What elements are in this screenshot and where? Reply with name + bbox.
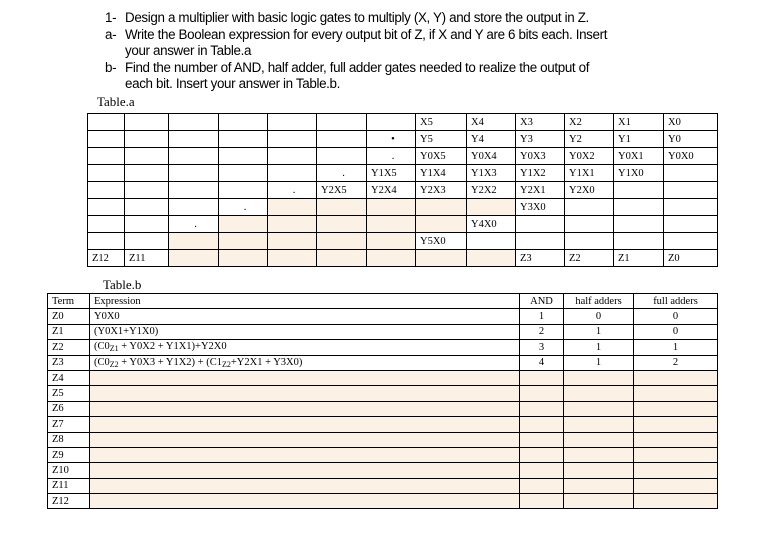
item-number: 1- — [105, 10, 117, 25]
table-cell[interactable] — [169, 131, 219, 148]
table-cell[interactable]: Z1 — [614, 250, 664, 267]
and-cell[interactable] — [520, 478, 564, 493]
table-a — [87, 113, 718, 267]
table-cell[interactable] — [664, 233, 718, 250]
table-cell[interactable]: Y2X2 — [467, 182, 516, 199]
table-row — [48, 478, 718, 493]
table-cell[interactable]: Y0X5 — [416, 148, 467, 165]
table-row — [88, 199, 718, 216]
term-cell: Z6 — [48, 401, 90, 416]
term-cell: Z8 — [48, 432, 90, 447]
table-row — [48, 463, 718, 478]
full-cell[interactable]: 0 — [634, 324, 718, 339]
full-cell[interactable]: 0 — [634, 309, 718, 324]
table-cell[interactable] — [268, 250, 317, 267]
header-row — [48, 294, 718, 309]
table-cell[interactable] — [367, 233, 416, 250]
full-cell[interactable] — [634, 494, 718, 509]
table-cell[interactable] — [467, 250, 516, 267]
and-cell[interactable] — [520, 432, 564, 447]
table-cell[interactable] — [317, 114, 367, 131]
table-cell[interactable] — [219, 182, 268, 199]
expression-cell[interactable] — [90, 417, 520, 432]
table-row — [88, 250, 718, 267]
table-cell[interactable] — [268, 148, 317, 165]
table-row — [48, 386, 718, 401]
table-cell[interactable] — [125, 165, 169, 182]
table-b — [47, 293, 718, 509]
table-cell[interactable] — [219, 250, 268, 267]
half-cell[interactable] — [564, 432, 634, 447]
half-cell[interactable] — [564, 401, 634, 416]
table-cell[interactable]: Y4X0 — [467, 216, 516, 233]
expression-part: + Y0X3 + Y1X2) + (C1 — [118, 356, 222, 368]
table-row — [48, 401, 718, 416]
table-cell[interactable] — [268, 216, 317, 233]
table-cell[interactable] — [367, 114, 416, 131]
term-cell: Z4 — [48, 370, 90, 385]
full-cell[interactable] — [634, 432, 718, 447]
table-row — [48, 417, 718, 432]
table-cell[interactable] — [169, 148, 219, 165]
table-cell[interactable]: Y3X0 — [516, 199, 565, 216]
table-cell[interactable] — [169, 233, 219, 250]
item-text: Find the number of AND, half adder, full adder gates needed to realize the output of — [125, 60, 590, 75]
table-cell[interactable] — [88, 233, 125, 250]
table-cell[interactable] — [614, 216, 664, 233]
table-row — [88, 165, 718, 182]
table-cell[interactable] — [125, 148, 169, 165]
table-row — [48, 309, 718, 324]
full-cell[interactable]: 1 — [634, 340, 718, 355]
table-cell[interactable]: Y2X5 — [317, 182, 367, 199]
and-cell[interactable]: 3 — [520, 340, 564, 355]
subscript: Z1 — [109, 344, 119, 354]
table-cell[interactable] — [664, 165, 718, 182]
half-cell[interactable]: 1 — [564, 324, 634, 339]
full-cell[interactable] — [634, 386, 718, 401]
expression-cell[interactable] — [90, 432, 520, 447]
table-cell[interactable] — [169, 114, 219, 131]
table-row — [48, 370, 718, 385]
table-cell[interactable]: Y1X5 — [367, 165, 416, 182]
table-b-caption: Table.b — [103, 277, 142, 292]
table-row — [48, 494, 718, 509]
table-cell[interactable]: Y0X4 — [467, 148, 516, 165]
table-cell[interactable]: Y0X1 — [614, 148, 664, 165]
table-cell[interactable] — [664, 199, 718, 216]
term-cell: Z0 — [48, 309, 90, 324]
table-cell[interactable]: . — [317, 165, 367, 182]
table-cell[interactable] — [317, 199, 367, 216]
term-cell: Z1 — [48, 324, 90, 339]
table-cell[interactable] — [268, 165, 317, 182]
expression-cell[interactable] — [90, 447, 520, 462]
table-cell[interactable]: Y2X1 — [516, 182, 565, 199]
question-line — [105, 43, 251, 59]
full-cell[interactable] — [634, 370, 718, 385]
question-line — [105, 60, 589, 76]
table-cell[interactable] — [125, 199, 169, 216]
half-cell[interactable] — [564, 494, 634, 509]
table-cell[interactable]: Y1X4 — [416, 165, 467, 182]
half-cell[interactable]: 1 — [564, 340, 634, 355]
table-cell[interactable]: Y2X4 — [367, 182, 416, 199]
table-row — [88, 114, 718, 131]
table-cell[interactable]: X4 — [467, 114, 516, 131]
table-cell[interactable] — [169, 199, 219, 216]
table-cell[interactable]: Y0X3 — [516, 148, 565, 165]
expression-cell[interactable]: (Y0X1+Y1X0) — [90, 324, 520, 339]
table-cell[interactable]: Y1 — [614, 131, 664, 148]
table-row — [48, 340, 718, 355]
table-cell[interactable] — [317, 216, 367, 233]
table-cell[interactable] — [367, 250, 416, 267]
question-line — [105, 10, 589, 26]
and-cell[interactable]: 1 — [520, 309, 564, 324]
table-cell[interactable] — [169, 182, 219, 199]
item-number: b- — [105, 60, 117, 75]
half-cell[interactable] — [564, 463, 634, 478]
table-cell[interactable] — [219, 114, 268, 131]
table-cell[interactable] — [219, 216, 268, 233]
table-cell[interactable] — [416, 199, 467, 216]
table-cell[interactable] — [367, 199, 416, 216]
table-cell[interactable] — [565, 199, 614, 216]
table-cell[interactable] — [169, 165, 219, 182]
table-cell[interactable]: . — [367, 148, 416, 165]
table-cell[interactable] — [614, 199, 664, 216]
table-cell[interactable]: Y3 — [516, 131, 565, 148]
table-cell[interactable]: X5 — [416, 114, 467, 131]
table-a-caption: Table.a — [97, 94, 135, 109]
column-header: AND — [520, 294, 564, 309]
table-cell[interactable] — [416, 250, 467, 267]
table-cell[interactable] — [516, 216, 565, 233]
expression-cell[interactable] — [90, 355, 520, 370]
column-header: Expression — [90, 294, 520, 309]
and-cell[interactable]: 2 — [520, 324, 564, 339]
term-cell: Z2 — [48, 340, 90, 355]
table-cell[interactable] — [125, 216, 169, 233]
table-row — [88, 233, 718, 250]
table-cell[interactable] — [268, 114, 317, 131]
table-cell[interactable]: Y2 — [565, 131, 614, 148]
term-cell: Z9 — [48, 447, 90, 462]
table-cell[interactable]: Y1X1 — [565, 165, 614, 182]
table-cell[interactable] — [219, 165, 268, 182]
table-cell[interactable] — [317, 148, 367, 165]
question-line — [105, 27, 607, 43]
full-cell[interactable] — [634, 463, 718, 478]
table-cell[interactable] — [125, 182, 169, 199]
table-cell[interactable] — [614, 182, 664, 199]
item-text: Write the Boolean expression for every output bit of Z, if X and Y are 6 bits each. Insert — [125, 27, 608, 42]
table-cell[interactable] — [416, 216, 467, 233]
and-cell[interactable] — [520, 386, 564, 401]
table-cell[interactable]: Y4 — [467, 131, 516, 148]
and-cell[interactable] — [520, 401, 564, 416]
table-cell[interactable] — [88, 182, 125, 199]
table-cell[interactable] — [268, 131, 317, 148]
table-cell[interactable]: . — [219, 199, 268, 216]
column-header: full adders — [634, 294, 718, 309]
table-cell[interactable]: Z0 — [664, 250, 718, 267]
expression-cell[interactable] — [90, 340, 520, 355]
table-cell[interactable]: Y1X3 — [467, 165, 516, 182]
table-cell[interactable] — [664, 182, 718, 199]
table-cell[interactable] — [88, 114, 125, 131]
table-cell[interactable] — [467, 199, 516, 216]
table-row — [88, 131, 718, 148]
full-cell[interactable] — [634, 417, 718, 432]
term-cell: Z11 — [48, 478, 90, 493]
table-cell[interactable] — [268, 199, 317, 216]
term-cell: Z12 — [48, 494, 90, 509]
table-cell[interactable] — [219, 233, 268, 250]
column-header: half adders — [564, 294, 634, 309]
table-cell[interactable] — [219, 148, 268, 165]
table-row — [88, 182, 718, 199]
table-cell[interactable]: Y1X2 — [516, 165, 565, 182]
half-cell[interactable] — [564, 417, 634, 432]
table-cell[interactable]: . — [268, 182, 317, 199]
term-cell: Z7 — [48, 417, 90, 432]
expression-cell[interactable]: Y0X0 — [90, 309, 520, 324]
and-cell[interactable] — [520, 494, 564, 509]
expression-cell[interactable] — [90, 401, 520, 416]
half-cell[interactable] — [564, 370, 634, 385]
table-cell[interactable] — [125, 131, 169, 148]
table-cell[interactable]: • — [367, 131, 416, 148]
table-row — [48, 447, 718, 462]
expression-part: (C0 — [94, 341, 110, 353]
question-line — [105, 76, 340, 92]
table-cell[interactable]: Y0X0 — [664, 148, 718, 165]
expression-cell[interactable] — [90, 370, 520, 385]
table-cell[interactable]: Y0X2 — [565, 148, 614, 165]
and-cell[interactable] — [520, 417, 564, 432]
table-cell[interactable]: Z11 — [125, 250, 169, 267]
table-cell[interactable] — [88, 148, 125, 165]
table-cell[interactable]: Z3 — [516, 250, 565, 267]
item-number: a- — [105, 27, 117, 42]
table-cell[interactable]: X3 — [516, 114, 565, 131]
table-row — [48, 324, 718, 339]
table-cell[interactable] — [614, 233, 664, 250]
table-cell[interactable]: Y2X0 — [565, 182, 614, 199]
table-cell[interactable] — [88, 216, 125, 233]
table-cell[interactable]: Y2X3 — [416, 182, 467, 199]
table-cell[interactable] — [664, 216, 718, 233]
table-row — [88, 216, 718, 233]
full-cell[interactable] — [634, 401, 718, 416]
subscript: Z2 — [221, 359, 231, 369]
full-cell[interactable] — [634, 447, 718, 462]
table-cell[interactable]: Z2 — [565, 250, 614, 267]
table-cell[interactable]: X2 — [565, 114, 614, 131]
table-cell[interactable] — [268, 233, 317, 250]
expression-part: +Y2X1 + Y3X0) — [230, 356, 303, 368]
half-cell[interactable]: 1 — [564, 355, 634, 370]
expression-cell[interactable] — [90, 478, 520, 493]
table-cell[interactable] — [467, 233, 516, 250]
table-cell[interactable] — [169, 250, 219, 267]
half-cell[interactable] — [564, 386, 634, 401]
table-cell[interactable] — [219, 131, 268, 148]
item-text: Design a multiplier with basic logic gates to multiply (X, Y) and store the output in Z. — [125, 10, 589, 25]
table-cell[interactable]: Y5 — [416, 131, 467, 148]
half-cell[interactable]: 0 — [564, 309, 634, 324]
table-row — [48, 432, 718, 447]
table-cell[interactable] — [125, 114, 169, 131]
table-cell[interactable]: Z12 — [88, 250, 125, 267]
table-cell[interactable] — [88, 165, 125, 182]
term-cell: Z10 — [48, 463, 90, 478]
table-cell[interactable] — [317, 250, 367, 267]
and-cell[interactable] — [520, 370, 564, 385]
table-cell[interactable] — [88, 131, 125, 148]
expression-cell[interactable] — [90, 463, 520, 478]
term-cell: Z3 — [48, 355, 90, 370]
table-cell[interactable]: . — [169, 216, 219, 233]
subscript: Z2 — [109, 359, 119, 369]
table-cell[interactable]: X1 — [614, 114, 664, 131]
table-cell[interactable] — [317, 131, 367, 148]
and-cell[interactable]: 4 — [520, 355, 564, 370]
table-cell[interactable]: Y0 — [664, 131, 718, 148]
full-cell[interactable] — [634, 478, 718, 493]
expression-part: (C0 — [94, 356, 110, 368]
table-cell[interactable] — [516, 233, 565, 250]
expression-cell[interactable] — [90, 494, 520, 509]
table-cell[interactable] — [125, 233, 169, 250]
table-cell[interactable]: X0 — [664, 114, 718, 131]
table-cell[interactable] — [367, 216, 416, 233]
term-cell: Z5 — [48, 386, 90, 401]
table-cell[interactable] — [565, 216, 614, 233]
full-cell[interactable]: 2 — [634, 355, 718, 370]
half-cell[interactable] — [564, 447, 634, 462]
item-text: your answer in Table.a — [125, 43, 252, 58]
half-cell[interactable] — [564, 478, 634, 493]
table-cell[interactable]: Y1X0 — [614, 165, 664, 182]
table-row — [48, 355, 718, 370]
table-cell[interactable] — [317, 233, 367, 250]
expression-cell[interactable] — [90, 386, 520, 401]
table-cell[interactable]: Y5X0 — [416, 233, 467, 250]
and-cell[interactable] — [520, 447, 564, 462]
table-cell[interactable] — [565, 233, 614, 250]
table-row — [88, 148, 718, 165]
and-cell[interactable] — [520, 463, 564, 478]
expression-part: + Y0X2 + Y1X1)+Y2X0 — [118, 341, 227, 353]
table-cell[interactable] — [88, 199, 125, 216]
column-header: Term — [48, 294, 90, 309]
item-text: each bit. Insert your answer in Table.b. — [125, 76, 341, 91]
